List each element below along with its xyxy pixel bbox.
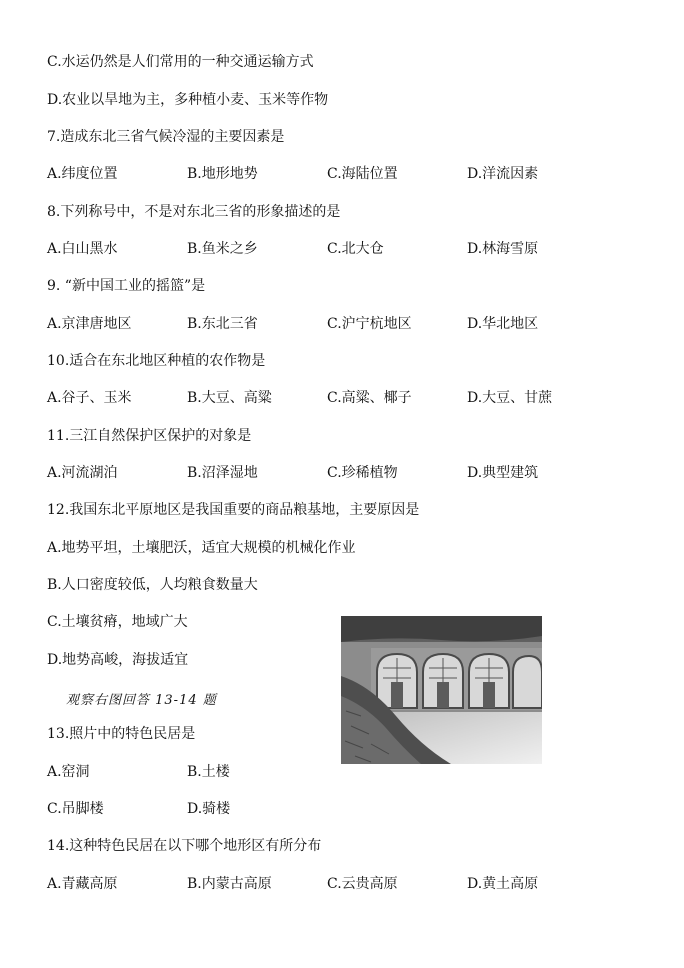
q10-option-d: D.大豆、甘蔗: [467, 390, 553, 406]
q13-option-d: D.骑楼: [187, 801, 231, 817]
question-8: 8.下列称号中，不是对东北三省的形象描述的是: [47, 204, 341, 220]
q13-option-a: A.窑洞: [47, 764, 90, 780]
q10-option-b: B.大豆、高粱: [187, 390, 272, 406]
q8-option-b: B.鱼米之乡: [187, 241, 258, 257]
question-13: 13.照片中的特色民居是: [47, 726, 196, 742]
cave-dwelling-photo: [341, 616, 542, 764]
q9-option-b: B.东北三省: [187, 316, 258, 332]
q8-option-d: D.林海雪原: [467, 241, 539, 257]
q9-option-d: D.华北地区: [467, 316, 539, 332]
q11-option-b: B.沼泽湿地: [187, 465, 258, 481]
q7-option-c: C.海陆位置: [327, 166, 398, 182]
q7-option-b: B.地形地势: [187, 166, 258, 182]
q9-option-c: C.沪宁杭地区: [327, 316, 412, 332]
q14-option-c: C.云贵高原: [327, 876, 398, 892]
q12-option-a: A.地势平坦，土壤肥沃，适宜大规模的机械化作业: [47, 540, 356, 556]
q8-option-a: A.白山黑水: [47, 241, 118, 257]
q13-option-c: C.吊脚楼: [47, 801, 104, 817]
q14-option-b: B.内蒙古高原: [187, 876, 272, 892]
q10-option-c: C.高粱、椰子: [327, 390, 412, 406]
q9-option-a: A.京津唐地区: [47, 316, 132, 332]
instruction-note: 观察右图回答 13-14 题: [66, 693, 217, 708]
question-12: 12.我国东北平原地区是我国重要的商品粮基地，主要原因是: [47, 502, 420, 518]
q7-option-d: D.洋流因素: [467, 166, 539, 182]
q11-option-d: D.典型建筑: [467, 465, 539, 481]
q12-option-c: C.土壤贫瘠，地域广大: [47, 614, 188, 630]
q7-option-a: A.纬度位置: [47, 166, 118, 182]
line-c-water: C.水运仍然是人们常用的一种交通运输方式: [47, 54, 314, 70]
q12-option-d: D.地势高峻，海拔适宜: [47, 652, 189, 668]
q13-option-b: B.土楼: [187, 764, 230, 780]
question-7: 7.造成东北三省气候冷湿的主要因素是: [47, 129, 285, 145]
q11-option-a: A.河流湖泊: [47, 465, 118, 481]
q8-option-c: C.北大仓: [327, 241, 384, 257]
question-9: 9. “新中国工业的摇篮”是: [47, 278, 206, 294]
question-11: 11.三江自然保护区保护的对象是: [47, 428, 252, 444]
question-14: 14.这种特色民居在以下哪个地形区有所分布: [47, 838, 322, 854]
q11-option-c: C.珍稀植物: [327, 465, 398, 481]
q14-option-d: D.黄土高原: [467, 876, 539, 892]
line-d-agri: D.农业以旱地为主，多种植小麦、玉米等作物: [47, 92, 329, 108]
q10-option-a: A.谷子、玉米: [47, 390, 132, 406]
question-10: 10.适合在东北地区种植的农作物是: [47, 353, 266, 369]
q14-option-a: A.青藏高原: [47, 876, 118, 892]
q12-option-b: B.人口密度较低，人均粮食数量大: [47, 577, 258, 593]
